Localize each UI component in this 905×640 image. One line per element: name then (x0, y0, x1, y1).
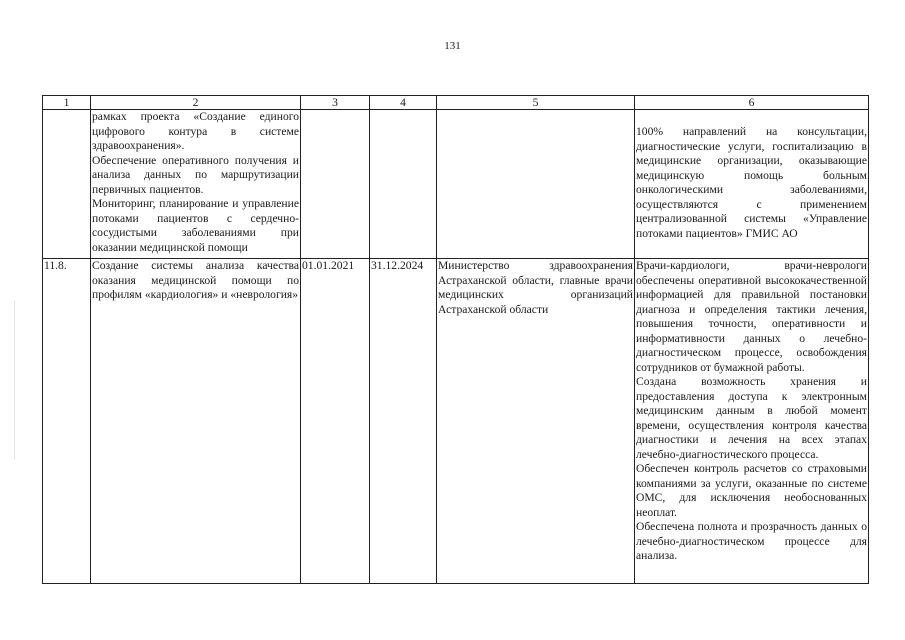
header-col-2: 2 (91, 96, 301, 110)
table-row (43, 110, 869, 259)
cell-start-date (301, 110, 370, 259)
table-header-row (43, 96, 869, 110)
table-row (43, 259, 869, 584)
cell-spacer (636, 110, 867, 125)
scan-artifact (14, 300, 15, 460)
cell-end-date: 31.12.2024 (370, 259, 437, 584)
header-col-6: 6 (635, 96, 869, 110)
header-col-3: 3 (301, 96, 370, 110)
header-col-4: 4 (370, 96, 437, 110)
cell-end-date (370, 110, 437, 259)
cell-start-date: 01.01.2021 (301, 259, 370, 584)
header-col-1: 1 (43, 96, 91, 110)
header-col-5: 5 (437, 96, 635, 110)
page-number: 131 (444, 40, 461, 52)
activity-text: Создание системы анализа качества оказания медицинской помощи по профилям «кардиология» и «неврология» (92, 259, 299, 301)
result-text: Создана возможность хранения и предоставления доступа к электронным медицинским данным в любой момент времени, осуществления контроля качества диагностики и лечения на всех этапах лечебно-диагностического процесса. (636, 375, 867, 461)
cell-activity (91, 110, 301, 259)
result-text: 100% направлений на консультации, диагностические услуги, госпитализацию в медицинские организации, оказывающие медицинскую помощь больным онкологическими заболеваниями, осуществляются с применением централизованной системы «Управление потоками пациентов» ГМИС АО (636, 125, 867, 240)
result-text: Врачи-кардиологи, врачи-неврологи обеспечены оперативной высококачественной информацией для правильной постановки диагноза и определения тактики лечения, повышения точности, оперативности и информативности данных о лечебно-диагностическом процессе, освобождения сотрудников от бумажной работы. (636, 259, 867, 374)
cell-result (635, 110, 869, 259)
activity-text: Обеспечение оперативного получения и анализа данных по маршрутизации первичных пациентов. (92, 153, 299, 196)
cell-executor: Министерство здравоохранения Астраханской области, главные врачи медицинских организаций Астраханской области (437, 259, 635, 584)
cell-number (43, 110, 91, 259)
activity-text: Мониторинг, планирование и управление потоками пациентов с сердечно-сосудистыми заболеваниями при оказании медицинской помощи (92, 197, 299, 254)
plan-table (42, 95, 869, 584)
result-text: Обеспечен контроль расчетов со страховыми компаниями за услуги, оказанные по системе ОМС, для исключения необоснованных неоплат. (636, 462, 867, 519)
activity-text: рамках проекта «Создание единого цифрового контура в системе здравоохранения». (92, 110, 299, 152)
cell-executor (437, 110, 635, 259)
result-text: Обеспечена полнота и прозрачность данных о лечебно-диагностическом процессе для анализа. (636, 520, 867, 562)
cell-result (635, 259, 869, 584)
cell-activity (91, 259, 301, 584)
cell-number: 11.8. (43, 259, 91, 584)
